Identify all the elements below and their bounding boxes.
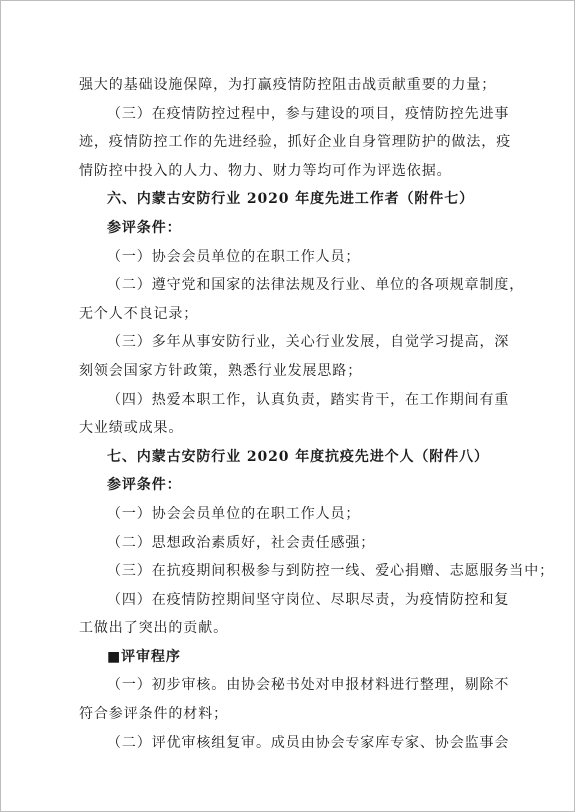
body-text-line: 迹，疫情防控工作的先进经验，抓好企业自身管理防护的做法，疫 [79,134,512,151]
list-item: （一）协会会员单位的在职工作人员； [107,248,361,265]
list-item: （二）遵守党和国家的法律法规及行业、单位的各项规章制度， [107,277,525,294]
criteria-heading: 参评条件： [107,219,182,236]
body-text-line: 情防控中投入的人力、物力、财力等均可作为评选依据。 [79,162,452,179]
list-item: （四）在疫情防控期间坚守岗位、尽职尽责，为疫情防控和复 [107,591,510,608]
document-body [79,71,554,757]
list-item: （四）热爱本职工作，认真负责，踏实肯干，在工作期间有重 [107,391,510,408]
item-three-line: （三）在疫情防控过程中，参与建设的项目，疫情防控先进事 [107,105,510,122]
section-heading-seven: 七、内蒙古安防行业 2020 年度抗疫先进个人（附件八） [107,448,489,465]
body-text-line: 无个人不良记录； [79,305,199,322]
body-text-line: 符合参评条件的材料； [79,706,228,723]
list-item: （一）初步审核。由协会秘书处对申报材料进行整理，剔除不 [107,677,510,694]
review-procedure-heading: ■评审程序 [107,648,181,665]
list-item: （二）思想政治素质好，社会责任感强； [107,534,376,551]
body-text-line: 强大的基础设施保障，为打赢疫情防控阻击战贡献重要的力量； [79,77,497,93]
list-item: （二）评优审核组复审。成员由协会专家库专家、协会监事会 [107,734,510,751]
body-text-line: 刻领会国家方针政策，熟悉行业发展思路； [79,362,363,379]
list-item: （三）多年从事安防行业，关心行业发展，自觉学习提高，深 [107,334,510,351]
body-text-line: 大业绩或成果。 [79,420,184,437]
list-item: （一）协会会员单位的在职工作人员； [107,505,361,522]
body-text-line: 工做出了突出的贡献。 [79,620,228,637]
section-heading-six: 六、内蒙古安防行业 2020 年度先进工作者（附件七） [107,191,475,208]
criteria-heading: 参评条件： [107,477,182,494]
list-item: （三）在抗疫期间积极参与到防控一线、爱心捐赠、志愿服务当中； [107,563,554,580]
